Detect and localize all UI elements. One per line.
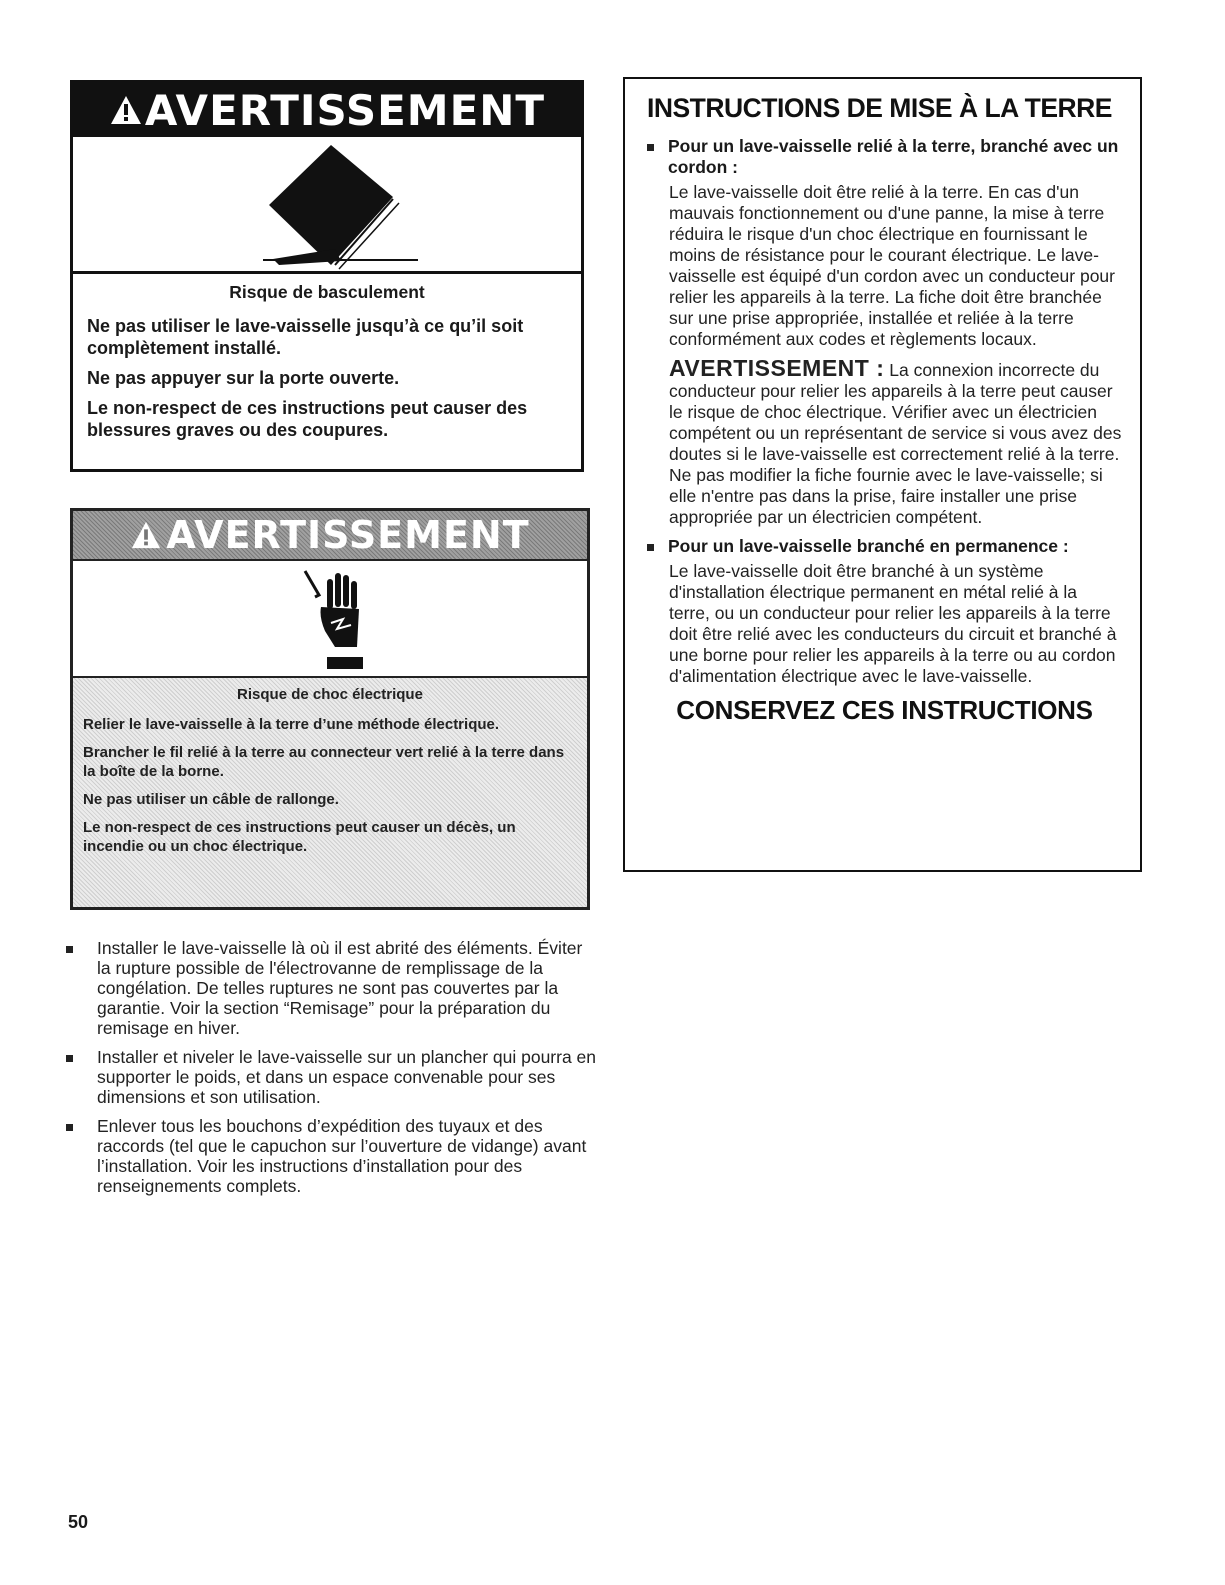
warning-banner-text: AVERTISSEMENT [166,513,530,557]
permanent-paragraph: Le lave-vaisselle doit être branché à un système d'installation électrique permanent en métal relié à la terre, ou un conducteur pour relier les appareils à la terre doit être relié avec les conducteurs du circuit et branché à une borne pour relier les appareils à la terre ou au cordon d'alimentation électrique avec le lave-vaisselle. [669,561,1117,686]
grounding-heading: INSTRUCTIONS DE MISE À LA TERRE [647,93,1112,123]
list-item-text: Enlever tous les bouchons d’expédition des tuyaux et des raccords (tel que le capuchon sur l’ouverture de vidange) avant l’installation. Voir les instructions d’installation pour des renseignements complets. [97,1116,587,1196]
permanent-label: Pour un lave-vaisselle branché en permanence : [668,536,1069,556]
bullet-square-icon [66,1055,73,1062]
tip-over-icon [73,137,581,274]
grounding-warning-word: AVERTISSEMENT : [669,355,885,381]
list-item [66,1047,596,1107]
warning-banner-text: AVERTISSEMENT [144,85,546,135]
bullet-square-icon [66,946,73,953]
warning-message: Le non-respect de ces instructions peut causer des blessures graves ou des coupures. [87,398,528,440]
bullet-square-icon [66,1124,73,1131]
cord-label: Pour un lave-vaisselle relié à la terre, branché avec un cordon : [668,136,1119,177]
warning-title: Risque de choc électrique [237,686,423,703]
warning-message: Ne pas utiliser le lave-vaisselle jusqu’à ce qu’il soit complètement installé. [87,316,524,358]
warning-triangle-icon [130,520,162,550]
grounding-instructions-box [623,77,1142,872]
warning-banner [73,83,581,137]
warning-banner [73,511,587,559]
warning-message: Le non-respect de ces instructions peut causer un décès, un incendie ou un choc électrique. [83,819,516,855]
warning-triangle-icon [109,94,143,126]
page-number: 50 [68,1512,89,1532]
warning-message: Brancher le fil relié à la terre au connecteur vert relié à la terre dans la boîte de la borne. [83,744,565,780]
list-item [66,1116,596,1196]
grounding-subheading [647,136,1122,178]
bullet-square-icon [647,144,654,151]
installation-bullet-list [66,938,596,1205]
list-item [66,938,596,1038]
list-item-text: Installer le lave-vaisselle là où il est abrité des éléments. Éviter la rupture possible de l'électrovanne de remplissage de la congélation. De telles ruptures ne sont pas couvertes par la garantie. Voir la section “Remisage” pour la préparation du remisage en hiver. [97,938,583,1038]
tip-over-warning-box [70,80,584,472]
grounding-warning-paragraph [669,355,1122,528]
electric-shock-warning-box [70,508,590,910]
warning-title: Risque de basculement [229,282,425,302]
bullet-square-icon [647,544,654,551]
warning-message: Relier le lave-vaisselle à la terre d’une méthode électrique. [83,716,500,733]
list-item-text: Installer et niveler le lave-vaisselle sur un plancher qui pourra en supporter le poids, et dans un espace convenable pour ses dimensions et son utilisation. [97,1047,597,1107]
warning-message: Ne pas appuyer sur la porte ouverte. [87,368,400,388]
warning-message: Ne pas utiliser un câble de rallonge. [83,791,339,808]
grounding-subheading [647,536,1122,557]
electric-shock-hand-icon [73,559,587,678]
save-instructions-footer: CONSERVEZ CES INSTRUCTIONS [676,695,1093,725]
cord-paragraph: Le lave-vaisselle doit être relié à la terre. En cas d'un mauvais fonctionnement ou d'une panne, la mise à terre réduira le risque d'un choc électrique en fournissant le moins de résistance pour le courant électrique. Le lave-vaisselle est équipé d'un cordon avec un conducteur pour relier les appareils à la terre. La fiche doit être branchée sur une prise appropriée, installée et reliée à la terre conformément aux codes et règlements locaux. [669,182,1115,349]
grounding-warning-text: La connexion incorrecte du conducteur pour relier les appareils à la terre peut causer le risque de choc électrique. Vérifier avec un électricien compétent ou un représentant de service si vous avez des doutes si le lave-vaisselle est correctement relié à la terre. Ne pas modifier la fiche fournie avec le lave-vaisselle; si elle n'entre pas dans la prise, faire installer une prise appropriée par un électricien compétent. [669,360,1122,527]
